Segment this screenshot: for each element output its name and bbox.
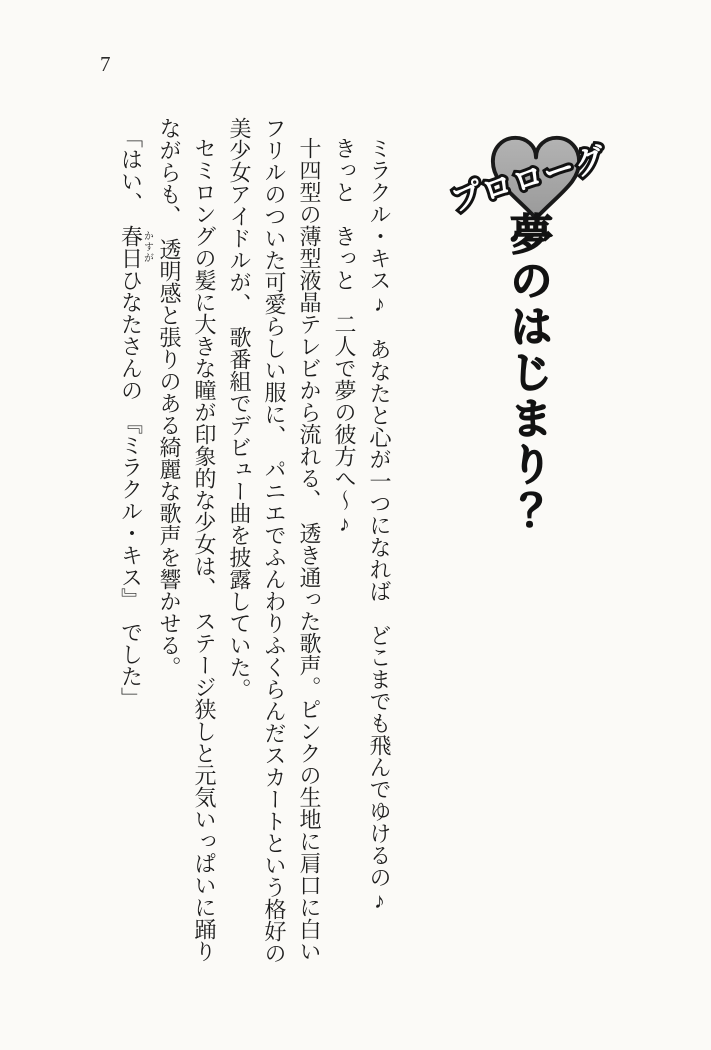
paragraph-line: フリルのついた可愛らしい服に、 パニエでふんわりふくらんだスカートという格好の bbox=[262, 117, 287, 964]
body-text bbox=[114, 117, 398, 997]
paragraph-line: 美少女アイドルが、 歌番組でデビュー曲を披露していた。 bbox=[227, 117, 252, 700]
dialogue-prefix: 「はい、 bbox=[118, 126, 144, 225]
dialogue-line bbox=[114, 117, 153, 997]
dialogue-suffix: ひなたさんの 『ミラクル・キス』 でした」 bbox=[118, 269, 144, 709]
paragraph-line: 十四型の薄型液晶テレビから流れる、 透き通った歌声。ピンクの生地に肩口に白い bbox=[297, 137, 322, 962]
paragraph-line: ながらも、 透明感と張りのある綺麗な歌声を響かせる。 bbox=[157, 117, 182, 678]
character-name: 春日 bbox=[118, 225, 144, 269]
paragraph-line: セミロングの髪に大きな瞳が印象的な少女は、 ステージ狭しと元気いっぱいに踊り bbox=[192, 137, 217, 962]
page-number: 7 bbox=[100, 52, 111, 76]
lyrics-line: きっと きっと 二人で夢の彼方へ～♪ bbox=[332, 137, 357, 536]
chapter-title: 夢のはじまり？ bbox=[504, 212, 552, 534]
lyrics-line: ミラクル・キス♪ あなたと心が一つになれば どこまでも飛んでゆけるの♪ bbox=[367, 137, 392, 913]
prologue-banner: プロローグ bbox=[446, 140, 611, 218]
character-name-furigana: かすが bbox=[141, 225, 153, 269]
character-name-ruby bbox=[118, 225, 153, 269]
